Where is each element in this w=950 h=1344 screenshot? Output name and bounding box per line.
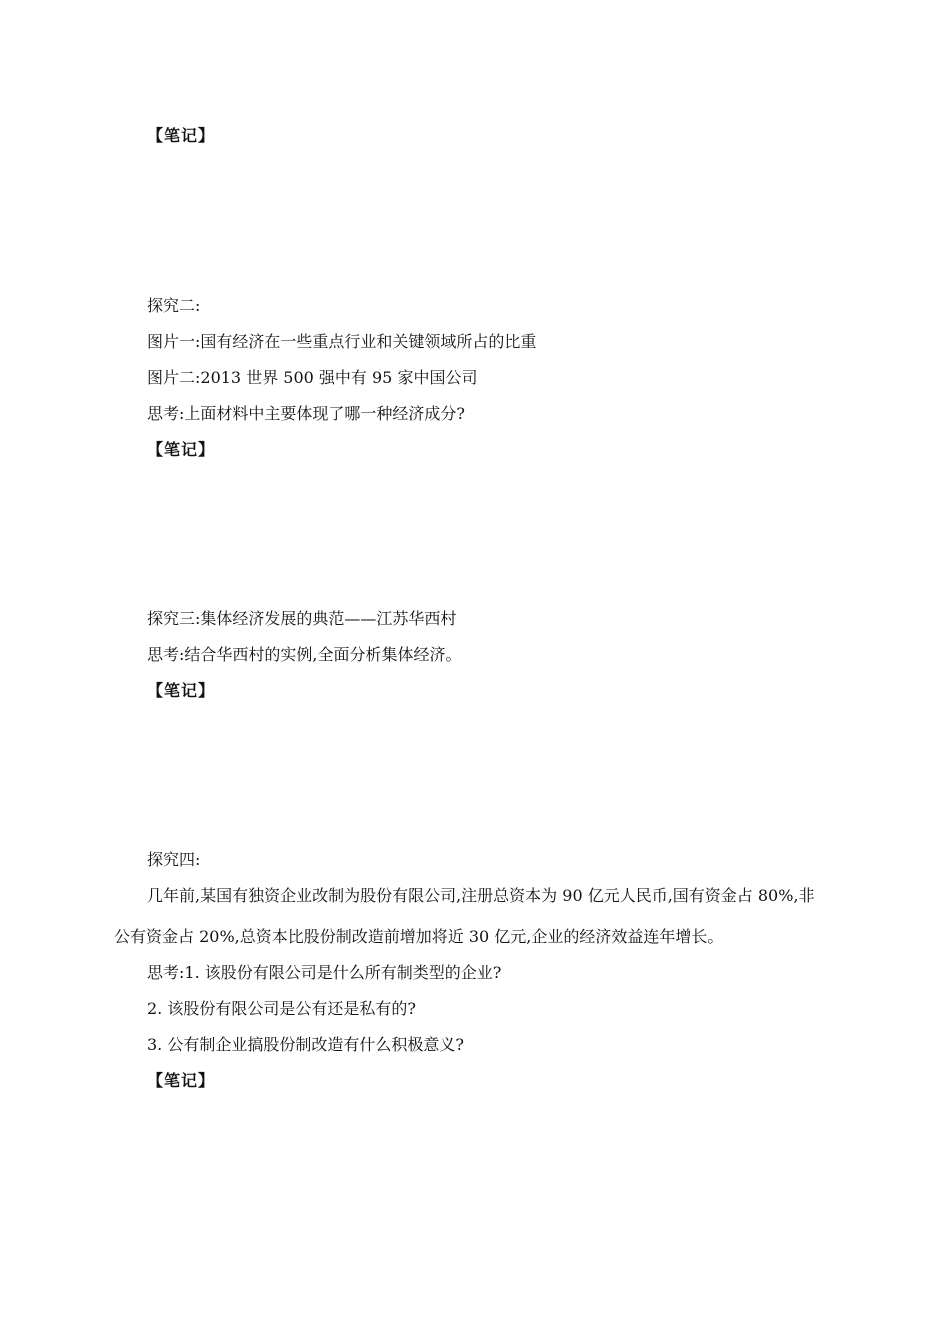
note-label: 【笔记】 bbox=[147, 440, 216, 459]
question-line: 思考:结合华西村的实例,全面分析集体经济。 bbox=[147, 645, 462, 664]
question-line: 思考:1. 该股份有限公司是什么所有制类型的企业? bbox=[147, 963, 502, 982]
section-heading-explore-4: 探究四: bbox=[147, 850, 201, 869]
material-line: 图片一:国有经济在一些重点行业和关键领域所占的比重 bbox=[147, 332, 537, 351]
section-heading-explore-3: 探究三:集体经济发展的典范——江苏华西村 bbox=[147, 609, 457, 628]
question-line: 3. 公有制企业搞股份制改造有什么积极意义? bbox=[147, 1035, 464, 1054]
note-label: 【笔记】 bbox=[147, 126, 216, 145]
note-label: 【笔记】 bbox=[147, 1071, 216, 1090]
section-heading-explore-2: 探究二: bbox=[147, 296, 201, 315]
question-line: 思考:上面材料中主要体现了哪一种经济成分? bbox=[147, 404, 465, 423]
material-line: 图片二:2013 世界 500 强中有 95 家中国公司 bbox=[147, 368, 478, 387]
paragraph-line: 几年前,某国有独资企业改制为股份有限公司,注册总资本为 90 亿元人民币,国有资金占 80%,非 bbox=[147, 886, 815, 905]
question-line: 2. 该股份有限公司是公有还是私有的? bbox=[147, 999, 416, 1018]
paragraph-line: 公有资金占 20%,总资本比股份制改造前增加将近 30 亿元,企业的经济效益连年增长。 bbox=[114, 927, 724, 946]
note-label: 【笔记】 bbox=[147, 681, 216, 700]
